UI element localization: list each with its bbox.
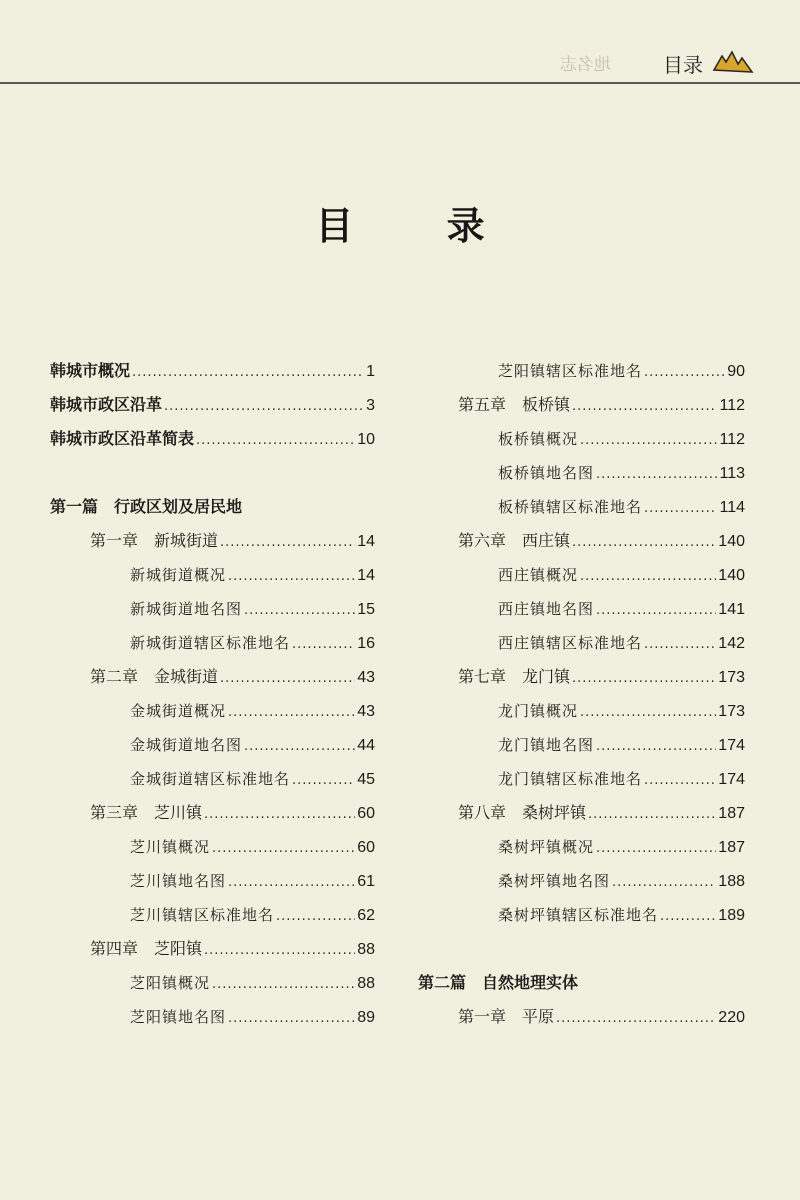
toc-chapter[interactable]: 第四章 芝阳镇 ..... 88 — [50, 932, 375, 966]
toc-chapter[interactable]: 第七章 龙门镇 ..... 173 — [418, 660, 745, 694]
toc-entry[interactable]: 新城街道概况 ..... 14 — [50, 558, 375, 592]
toc-entry[interactable]: 金城街道地名图 ..... 44 — [50, 728, 375, 762]
toc-entry[interactable]: 金城街道辖区标准地名 ..... 45 — [50, 762, 375, 796]
toc-entry[interactable]: 韩城市政区沿革简表 ..... 10 — [50, 422, 375, 456]
header-mirror-text: 地名志 — [560, 55, 611, 75]
toc-entry[interactable]: 西庄镇地名图 ..... 141 — [418, 592, 745, 626]
toc-right-column — [418, 354, 745, 1034]
toc-entry[interactable]: 芝阳镇地名图 ..... 89 — [50, 1000, 375, 1034]
toc-chapter[interactable]: 第一章 平原 ..... 220 — [418, 1000, 745, 1034]
page-title: 目 录 — [315, 203, 525, 248]
toc-entry[interactable]: 板桥镇概况 ..... 112 — [418, 422, 745, 456]
toc-entry[interactable]: 桑树坪镇地名图 ..... 188 — [418, 864, 745, 898]
toc-entry[interactable]: 西庄镇辖区标准地名 ..... 142 — [418, 626, 745, 660]
toc-chapter[interactable]: 第三章 芝川镇 ..... 60 — [50, 796, 375, 830]
toc-entry[interactable]: 芝川镇辖区标准地名 ..... 62 — [50, 898, 375, 932]
toc-entry[interactable]: 芝川镇地名图 ..... 61 — [50, 864, 375, 898]
part-heading: 第一篇 行政区划及居民地 — [50, 497, 243, 516]
toc-entry[interactable]: 金城街道概况 ..... 43 — [50, 694, 375, 728]
header-logo-icon — [712, 50, 754, 74]
toc-entry[interactable]: 板桥镇辖区标准地名 ..... 114 — [418, 490, 745, 524]
toc-entry[interactable]: 桑树坪镇辖区标准地名 ..... 189 — [418, 898, 745, 932]
toc-entry[interactable]: 新城街道地名图 ..... 15 — [50, 592, 375, 626]
toc-entry[interactable]: 芝川镇概况 ..... 60 — [50, 830, 375, 864]
toc-entry[interactable]: 芝阳镇概况 ..... 88 — [50, 966, 375, 1000]
toc-entry[interactable]: 新城街道辖区标准地名 ..... 16 — [50, 626, 375, 660]
toc-chapter[interactable]: 第一章 新城街道 ..... 14 — [50, 524, 375, 558]
toc-entry[interactable]: 桑树坪镇概况 ..... 187 — [418, 830, 745, 864]
toc-entry[interactable]: 韩城市政区沿革 ..... 3 — [50, 388, 375, 422]
toc-entry[interactable]: 芝阳镇辖区标准地名 ..... 90 — [418, 354, 745, 388]
header-title: 目录 — [663, 53, 703, 77]
page-header — [0, 0, 800, 84]
toc-entry[interactable]: 韩城市概况 ..... 1 — [50, 354, 375, 388]
toc-chapter[interactable]: 第六章 西庄镇 ..... 140 — [418, 524, 745, 558]
toc-entry[interactable]: 西庄镇概况 ..... 140 — [418, 558, 745, 592]
part-heading: 第二篇 自然地理实体 — [418, 973, 579, 992]
toc-entry[interactable]: 板桥镇地名图 ..... 113 — [418, 456, 745, 490]
toc-left-column — [50, 354, 375, 1034]
toc-chapter[interactable]: 第八章 桑树坪镇 ..... 187 — [418, 796, 745, 830]
toc-chapter[interactable]: 第五章 板桥镇 ..... 112 — [418, 388, 745, 422]
toc-entry[interactable]: 龙门镇地名图 ..... 174 — [418, 728, 745, 762]
toc-entry[interactable]: 龙门镇概况 ..... 173 — [418, 694, 745, 728]
toc-entry[interactable]: 龙门镇辖区标准地名 ..... 174 — [418, 762, 745, 796]
toc-chapter[interactable]: 第二章 金城街道 ..... 43 — [50, 660, 375, 694]
